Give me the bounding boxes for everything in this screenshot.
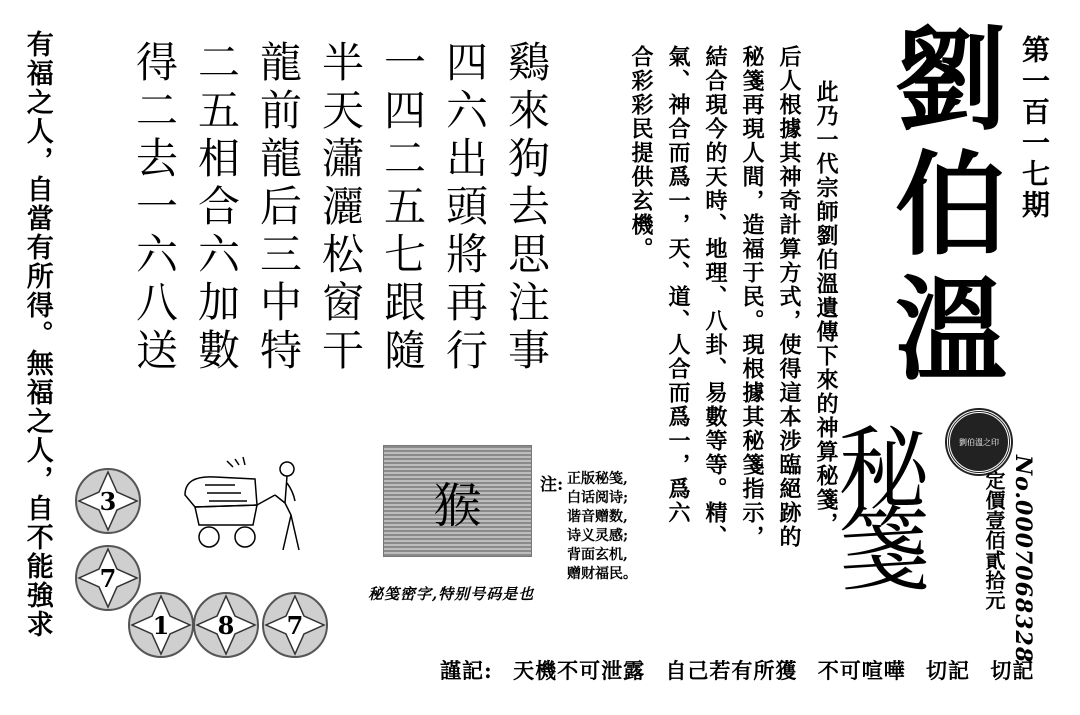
note-line-4: 诗义灵感; bbox=[567, 528, 629, 544]
footer-label: 謹記: bbox=[440, 658, 493, 683]
number-badge-5 bbox=[262, 592, 328, 658]
poem-column-4: 半天瀟灑松窗干 bbox=[316, 40, 365, 376]
badge-number: 3 bbox=[99, 486, 117, 516]
serial-number: No.0007068328 bbox=[1010, 455, 1036, 664]
footer-phrase-4: 切記 bbox=[926, 658, 971, 683]
intro-column-4: 結合現今的天時、地理、八卦、易數等等。精、 bbox=[702, 45, 728, 549]
intro-column-3: 秘箋再現人間，造福于民。現根據其秘箋指示， bbox=[739, 45, 765, 549]
intro-column-2: 后人根據其神奇計算方式，使得這本涉臨絕跡的 bbox=[776, 45, 802, 549]
note-lines bbox=[567, 470, 637, 584]
footer-phrase-3: 不可喧嘩 bbox=[817, 658, 906, 683]
note-label: 注: bbox=[540, 475, 564, 495]
note-line-2: 白话阅诗; bbox=[567, 490, 629, 506]
seal-text: 劉伯溫之印 bbox=[959, 437, 999, 447]
seal-stamp-icon bbox=[947, 410, 1011, 474]
note-line-3: 谐音赠数, bbox=[567, 509, 628, 525]
intro-column-5: 氣、神合而爲一，天、道、人合而爲一，爲六 bbox=[665, 45, 691, 525]
footer-phrase-2: 自己若有所獲 bbox=[665, 658, 798, 683]
badge-number: 8 bbox=[217, 610, 235, 640]
intro-column-6: 合彩彩民提供玄機。 bbox=[628, 45, 654, 261]
title-char-3: 溫 bbox=[895, 266, 1007, 396]
zodiac-box bbox=[383, 445, 532, 557]
footer-warning bbox=[440, 655, 1046, 685]
poem-column-1: 鷄來狗去思注事 bbox=[502, 40, 551, 376]
poem-column-5: 龍前龍后三中特 bbox=[254, 40, 303, 376]
poem-column-6: 二五相合六加數 bbox=[192, 40, 241, 376]
title-char-1: 劉 bbox=[895, 16, 1007, 146]
zodiac-text: 猴 bbox=[433, 477, 482, 534]
subtitle-char-1: 秘 bbox=[838, 417, 931, 524]
stroller-illustration-icon bbox=[175, 455, 315, 555]
number-badge-1 bbox=[75, 468, 141, 534]
poem-column-3: 一四二五七跟隨 bbox=[378, 40, 427, 376]
left-proverb-column: 有福之人，自當有所得。無福之人，自不能強求 bbox=[21, 30, 53, 639]
price-label: 定價壹佰貳拾元 bbox=[982, 470, 1006, 610]
badge-number: 1 bbox=[152, 610, 170, 640]
note-line-5: 背面玄机, bbox=[567, 547, 628, 563]
poem-column-2: 四六出頭將再行 bbox=[440, 40, 489, 376]
number-badge-4 bbox=[193, 592, 259, 658]
subtitle-char-2: 箋 bbox=[838, 497, 931, 604]
number-badge-3 bbox=[128, 592, 194, 658]
badge-number: 7 bbox=[99, 563, 117, 593]
issue-number: 第一百一七期 bbox=[1018, 35, 1051, 221]
badge-number: 7 bbox=[286, 610, 304, 640]
title-char-2: 伯 bbox=[895, 141, 1007, 271]
note-line-6: 赠财福民。 bbox=[567, 566, 637, 582]
caption: 秘笺密字,特别号码是也 bbox=[368, 585, 535, 603]
intro-column-1: 此乃一代宗師劉伯溫遺傳下來的神算秘箋， bbox=[813, 80, 839, 536]
footer-phrase-5: 切記 bbox=[990, 658, 1035, 683]
poem-column-7: 得二去一六八送 bbox=[130, 40, 179, 376]
footer-phrase-1: 天機不可泄露 bbox=[513, 658, 646, 683]
note-line-1: 正版秘笺, bbox=[567, 471, 628, 487]
